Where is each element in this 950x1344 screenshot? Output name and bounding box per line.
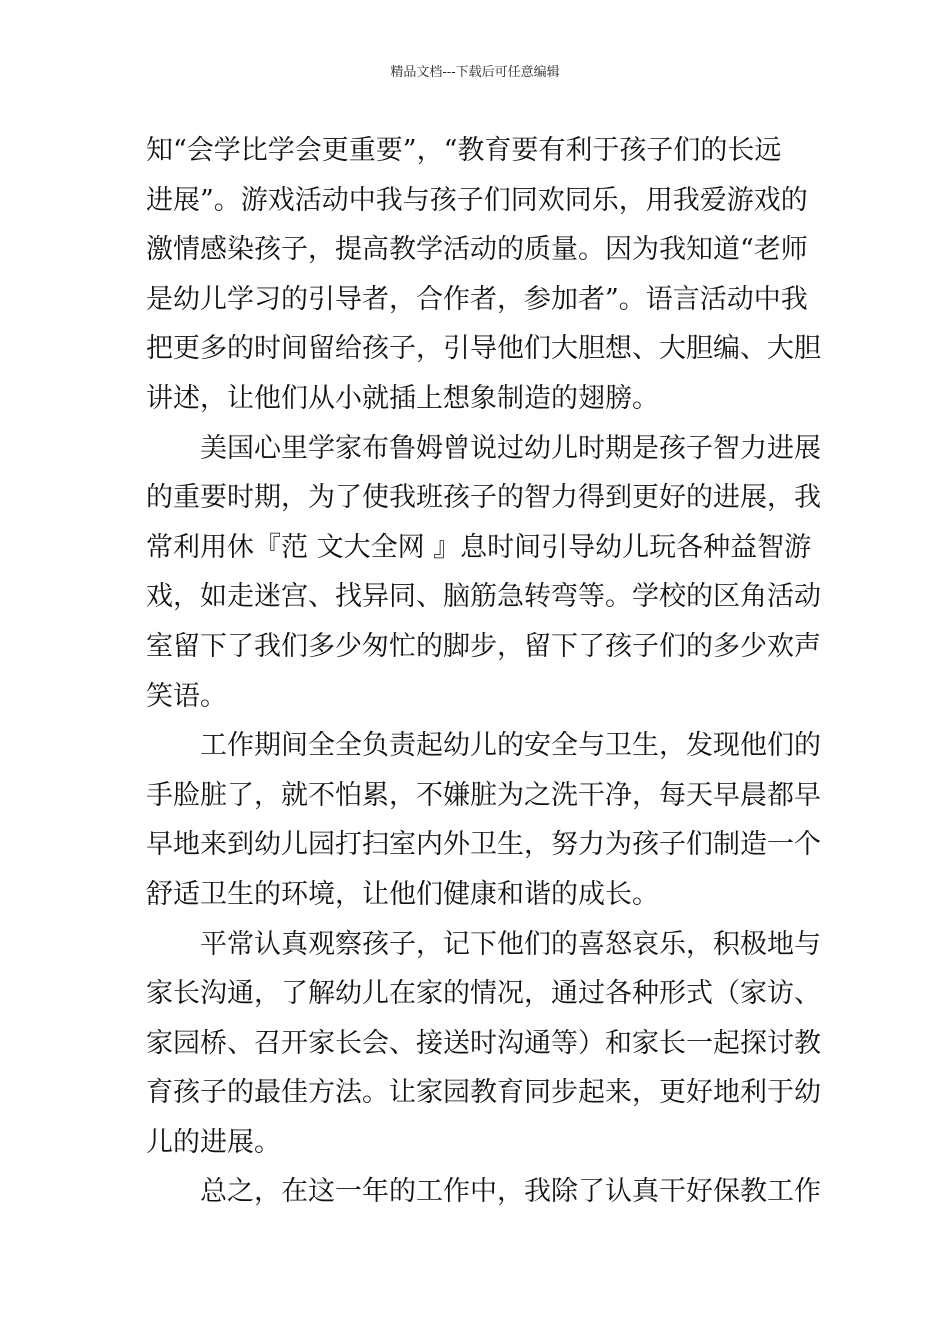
paragraph-4 (146, 920, 821, 1168)
text-line: 的重要时期，为了使我班孩子的智力得到更好的进展，我 (146, 482, 821, 514)
paragraph-2 (146, 424, 821, 722)
text-line: 室留下了我们多少匆忙的脚步，留下了孩子们的多少欢声 (146, 630, 821, 662)
text-line: 进展”。游戏活动中我与孩子们同欢同乐，用我爱游戏的 (146, 184, 808, 216)
paragraph-1 (146, 126, 821, 424)
text-line: 知“会学比学会更重要”，“教育要有利于孩子们的长远 (146, 135, 782, 166)
text-line: 平常认真观察孩子，记下他们的喜怒哀乐，积极地与 (200, 928, 821, 960)
text-line: 家长沟通，了解幼儿在家的情况，通过各种形式（家访、 (146, 978, 821, 1010)
page-header: 精品文档---下载后可任意编辑 (390, 65, 560, 80)
text-line: 早地来到幼儿园打扫室内外卫生，努力为孩子们制造一个 (146, 829, 821, 861)
text-line: 总之，在这一年的工作中，我除了认真干好保教工作 (200, 1176, 821, 1208)
document-body (146, 126, 821, 1217)
text-line: 笑语。 (146, 680, 227, 712)
paragraph-5 (146, 1167, 821, 1217)
text-line: 手脸脏了，就不怕累，不嫌脏为之洗干净，每天早晨都早 (146, 779, 821, 811)
paragraph-3 (146, 721, 821, 919)
text-line: 舒适卫生的环境，让他们健康和谐的成长。 (146, 878, 659, 910)
text-line: 戏，如走迷宫、找异同、脑筋急转弯等。学校的区角活动 (146, 581, 821, 613)
text-line: 育孩子的最佳方法。让家园教育同步起来，更好地利于幼 (146, 1077, 821, 1109)
text-line: 激情感染孩子，提高教学活动的质量。因为我知道“老师 (146, 234, 808, 266)
text-line: 把更多的时间留给孩子，引导他们大胆想、大胆编、大胆 (146, 333, 821, 365)
text-line: 儿的进展。 (146, 1126, 281, 1158)
text-line: 讲述，让他们从小就插上想象制造的翅膀。 (146, 382, 659, 414)
text-line: 家园桥、召开家长会、接送时沟通等）和家长一起探讨教 (146, 1027, 821, 1059)
text-line: 美国心里学家布鲁姆曾说过幼儿时期是孩子智力进展 (200, 432, 821, 464)
text-line: 是幼儿学习的引导者，合作者，参加者”。语言活动中我 (146, 283, 808, 315)
text-line: 常利用休『范 文大全网 』息时间引导幼儿玩各种益智游 (146, 531, 812, 563)
text-line: 工作期间全全负责起幼儿的安全与卫生，发现他们的 (200, 730, 821, 762)
